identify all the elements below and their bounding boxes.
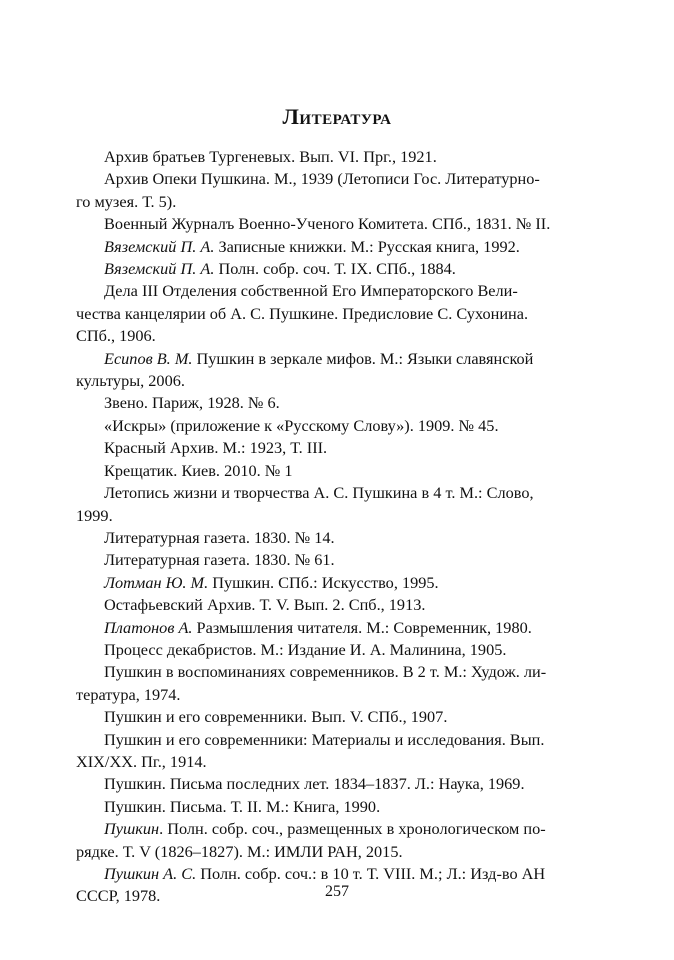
bibliography-entry xyxy=(76,482,610,527)
entry-author: Пушкин А. С. xyxy=(104,864,197,883)
entry-line: Военный Журналъ Военно-Ученого Комитета. СПб., 1831. № II. xyxy=(104,214,551,234)
bibliography-entry xyxy=(76,460,610,482)
entry-line: . Полн. собр. соч., размещенных в хронологическом по- xyxy=(159,819,546,839)
entry-line: Пушкин в воспоминаниях современников. В 2 т. М.: Худож. ли- xyxy=(104,662,547,682)
bibliography-entry xyxy=(76,392,610,414)
bibliography-entry xyxy=(76,415,610,437)
entry-author: Пушкин xyxy=(104,819,160,839)
bibliography-entry xyxy=(76,594,610,616)
entry-line: Процесс декабристов. М.: Издание И. А. Малинина, 1905. xyxy=(104,639,507,659)
bibliography-entry xyxy=(76,168,610,213)
bibliography-entry xyxy=(76,348,610,393)
entry-line: Архив Опеки Пушкина. М., 1939 (Летописи Гос. Литературно- xyxy=(104,169,540,189)
entry-line: Архив братьев Тургеневых. Вып. VI. Прг., 1921. xyxy=(104,147,437,166)
entry-line: тература, 1974. xyxy=(76,684,181,704)
bibliography-entry xyxy=(76,661,610,706)
entry-line: Крещатик. Киев. 2010. № 1 xyxy=(104,460,293,480)
entry-line: Звено. Париж, 1928. № 6. xyxy=(104,393,280,413)
bibliography-entry xyxy=(76,549,610,571)
bibliography-entry xyxy=(76,617,610,639)
entry-line: Литературная газета. 1830. № 61. xyxy=(104,550,335,570)
entry-author: Вяземский П. А. xyxy=(104,259,215,279)
entry-line: Пушкин в зеркале мифов. М.: Языки славянской xyxy=(192,348,534,368)
entry-line: Полн. собр. соч.: в 10 т. Т. VIII. М.; Л.: Изд-во АН xyxy=(196,864,546,883)
entry-line: СССР, 1978. xyxy=(76,886,161,906)
bibliography-entry xyxy=(76,729,610,774)
page-heading: Литература xyxy=(282,104,392,129)
page-number: 257 xyxy=(325,883,349,900)
bibliography-entry xyxy=(76,818,610,863)
bibliography-entry xyxy=(76,280,610,347)
bibliography-entry xyxy=(76,773,610,795)
entry-line: культуры, 2006. xyxy=(76,371,185,391)
bibliography-entry xyxy=(76,706,610,728)
entry-author: Платонов А. xyxy=(104,617,193,637)
entry-line: Остафьевский Архив. Т. V. Вып. 2. Спб., 1913. xyxy=(104,595,426,615)
bibliography-list xyxy=(76,146,610,908)
bibliography-entry xyxy=(76,213,610,235)
bibliography-entry xyxy=(76,236,610,258)
entry-line: XIX/XX. Пг., 1914. xyxy=(76,751,207,771)
bibliography-entry xyxy=(76,639,610,661)
entry-line: Пушкин и его современники. Вып. V. СПб., 1907. xyxy=(104,707,448,727)
entry-line: Записные книжки. М.: Русская книга, 1992. xyxy=(214,236,520,256)
entry-line: Литературная газета. 1830. № 14. xyxy=(104,527,335,547)
entry-line: го музея. Т. 5). xyxy=(76,191,177,211)
entry-author: Вяземский П. А. xyxy=(104,236,215,256)
entry-line: чества канцелярии об А. С. Пушкине. Предисловие С. Сухонина. xyxy=(76,303,529,323)
bibliography-entry xyxy=(76,146,610,168)
bibliography-entry xyxy=(76,572,610,594)
bibliography-entry xyxy=(76,796,610,818)
entry-line: Пушкин. Письма. Т. II. М.: Книга, 1990. xyxy=(104,796,381,816)
bibliography-entry xyxy=(76,527,610,549)
entry-line: рядке. Т. V (1826–1827). М.: ИМЛИ РАН, 2015. xyxy=(76,841,403,861)
entry-line: Полн. собр. соч. Т. IX. СПб., 1884. xyxy=(214,259,456,279)
entry-line: Пушкин и его современники: Материалы и исследования. Вып. xyxy=(104,729,545,749)
entry-line: 1999. xyxy=(76,505,113,525)
entry-line: Пушкин. СПб.: Искусство, 1995. xyxy=(208,572,439,592)
entry-line: Размышления читателя. М.: Современник, 1980. xyxy=(192,617,532,637)
entry-line: Пушкин. Письма последних лет. 1834–1837. Л.: Наука, 1969. xyxy=(104,774,525,794)
entry-author: Лотман Ю. М. xyxy=(104,572,209,592)
entry-author: Есипов В. М. xyxy=(104,348,193,368)
entry-line: «Искры» (приложение к «Русскому Слову»). 1909. № 45. xyxy=(104,415,499,435)
entry-line: Летопись жизни и творчества А. С. Пушкина в 4 т. М.: Слово, xyxy=(104,483,534,503)
entry-line: СПб., 1906. xyxy=(76,326,156,346)
entry-line: Дела III Отделения собственной Его Императорского Вели- xyxy=(104,281,518,301)
entry-line: Красный Архив. М.: 1923, Т. III. xyxy=(104,438,328,458)
bibliography-entry xyxy=(76,437,610,459)
bibliography-entry xyxy=(76,258,610,280)
